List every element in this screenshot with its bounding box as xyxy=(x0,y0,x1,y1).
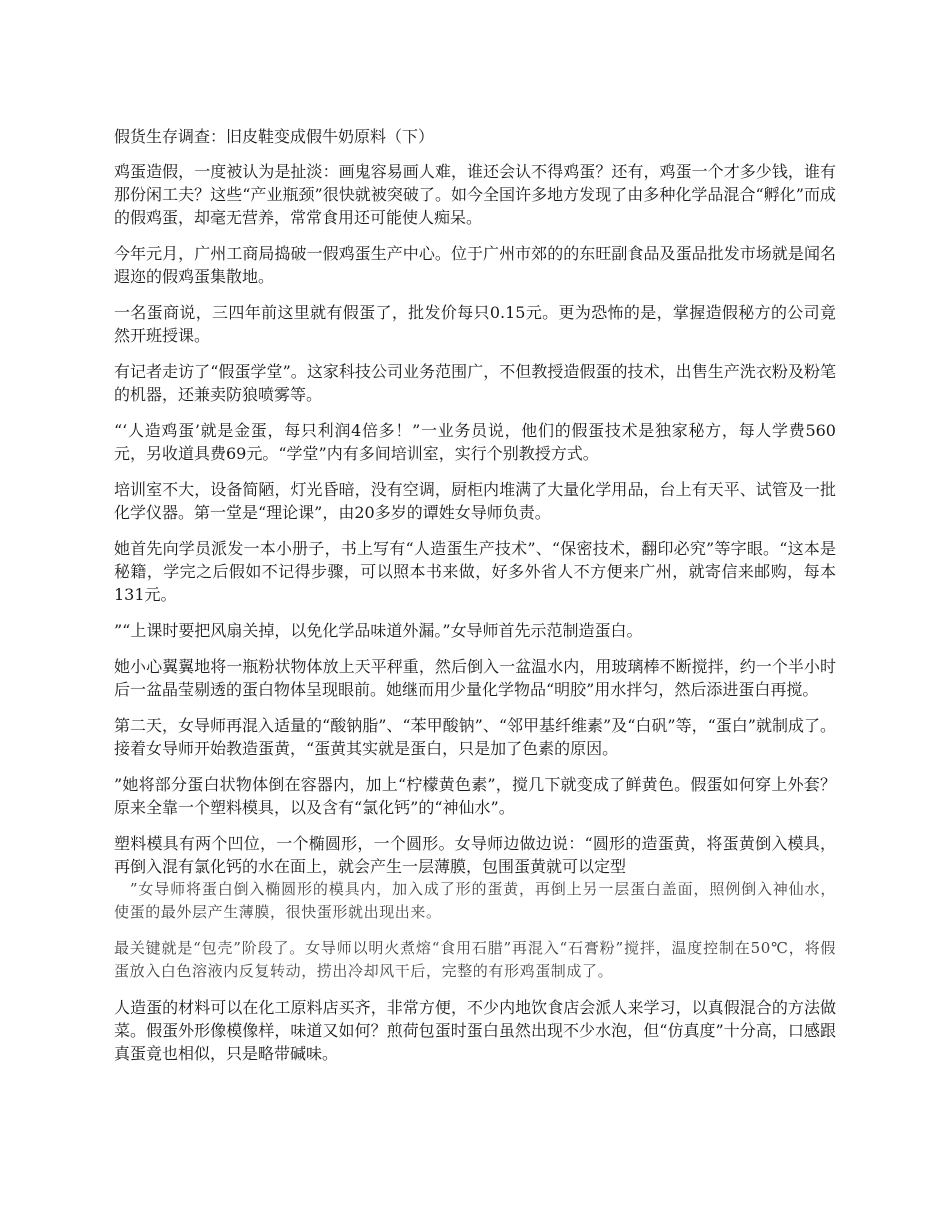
document-title: 假货生存调查：旧皮鞋变成假牛奶原料（下） xyxy=(114,127,435,146)
paragraph: ”女导师将蛋白倒入椭圆形的模具内，加入成了形的蛋黄，再倒上另一层蛋白盖面，照例倒入神仙水，使蛋的最外层产生薄膜，很快蛋形就出现出来。 xyxy=(114,880,836,921)
paragraph: 第二天，女导师再混入适量的“酸钠脂”、“苯甲酸钠”、“邻甲基纤维素”及“白矾”等，“蛋白”就制成了。接着女导师开始教造蛋黄，“蛋黄其实就是蛋白，只是加了色素的原因。 xyxy=(114,716,836,758)
paragraph: ”她将部分蛋白状物体倒在容器内，加上“柠檬黄色素”，搅几下就变成了鲜黄色。假蛋如何穿上外套？原来全靠一个塑料模具，以及含有“氯化钙”的“神仙水”。 xyxy=(114,775,836,817)
paragraph: 她首先向学员派发一本小册子，书上写有“人造蛋生产技术”、“保密技术，翻印必究”等字眼。“这本是秘籍，学完之后假如不记得步骤，可以照本书来做，好多外省人不方便来广州，就寄信来邮购，每本131元。 xyxy=(114,539,836,604)
paragraph: 有记者走访了“假蛋学堂”。这家科技公司业务范围广，不但教授造假蛋的技术，出售生产洗衣粉及粉笔的机器，还兼卖防狼喷雾等。 xyxy=(114,362,836,404)
paragraph: 今年元月，广州工商局捣破一假鸡蛋生产中心。位于广州市郊的的东旺副食品及蛋品批发市场就是闻名遐迩的假鸡蛋集散地。 xyxy=(114,244,836,286)
paragraph: 最关键就是“包壳”阶段了。女导师以明火煮熔“食用石腊”再混入“石膏粉”搅拌，温度控制在50℃，将假蛋放入白色溶液内反复转动，捞出冷却风干后，完整的有形鸡蛋制成了。 xyxy=(114,939,836,980)
paragraph: “‘人造鸡蛋’就是金蛋，每只利润4倍多！”一业务员说，他们的假蛋技术是独家秘方，每人学费560元，另收道具费69元。“学堂”内有多间培训室，实行个别教授方式。 xyxy=(114,421,836,463)
paragraph: 塑料模具有两个凹位，一个椭圆形，一个圆形。女导师边做边说：“圆形的造蛋黄，将蛋黄倒入模具，再倒入混有氯化钙的水在面上，就会产生一层薄膜，包围蛋黄就可以定型 xyxy=(114,834,836,876)
paragraph: 人造蛋的材料可以在化工原料店买齐，非常方便，不少内地饮食店会派人来学习，以真假混合的方法做菜。假蛋外形像模像样，味道又如何？煎荷包蛋时蛋白虽然出现不少水泡，但“仿真度”十分高，口感跟真蛋竟也相似，只是略带碱味。 xyxy=(114,998,836,1063)
paragraph: ”“上课时要把风扇关掉，以免化学品味道外漏。”女导师首先示范制造蛋白。 xyxy=(114,621,643,640)
paragraph: 她小心翼翼地将一瓶粉状物体放上天平秤重，然后倒入一盆温水内，用玻璃棒不断搅拌，约一个半小时后一盆晶莹剔透的蛋白物体呈现眼前。她继而用少量化学物品“明胶”用水拌匀，然后添进蛋白再搅。 xyxy=(114,657,836,699)
paragraph: 培训室不大，设备简陋，灯光昏暗，没有空调，厨柜内堆满了大量化学用品，台上有天平、试管及一批化学仪器。第一堂是“理论课”，由20多岁的谭姓女导师负责。 xyxy=(114,480,836,522)
paragraph: 一名蛋商说，三四年前这里就有假蛋了，批发价每只0.15元。更为恐怖的是，掌握造假秘方的公司竟然开班授课。 xyxy=(114,303,836,345)
paragraph: 鸡蛋造假，一度被认为是扯淡：画鬼容易画人难，谁还会认不得鸡蛋？还有，鸡蛋一个才多少钱，谁有那份闲工夫？这些“产业瓶颈”很快就被突破了。如今全国许多地方发现了由多种化学品混合“孵化”而成的假鸡蛋，却毫无营养，常常食用还可能使人痴呆。 xyxy=(114,162,836,227)
document-page xyxy=(114,125,836,1078)
